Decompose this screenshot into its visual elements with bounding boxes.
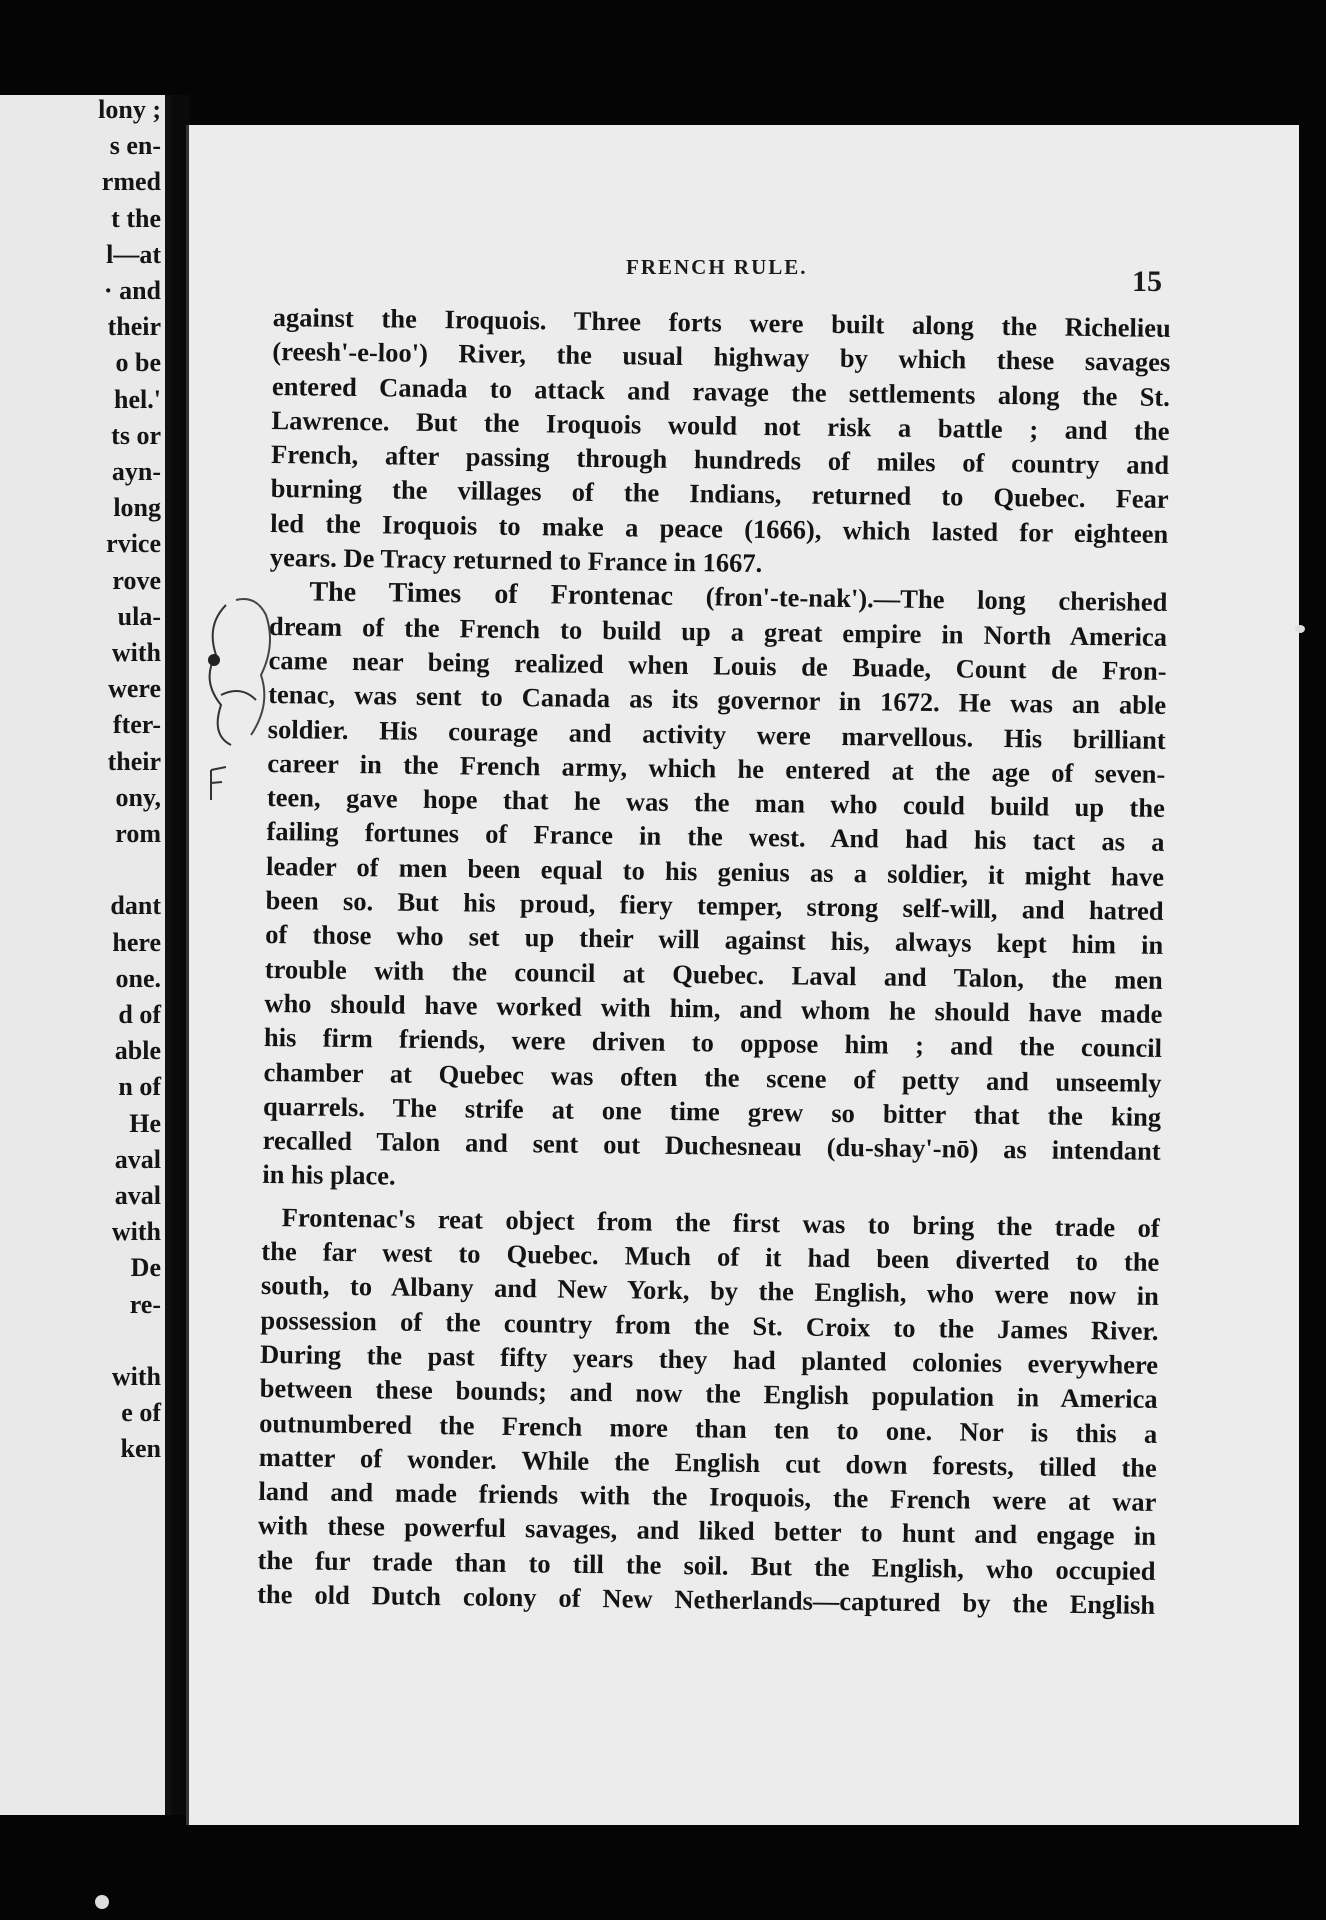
facing-page-line: with xyxy=(111,1217,161,1247)
text-line: been so. But his proud, fiery temper, strong self-will, and hatred xyxy=(265,885,1164,926)
facing-page-line: one. xyxy=(115,963,161,993)
facing-page-line: s en- xyxy=(109,131,161,161)
facing-page-line: rvice xyxy=(106,529,161,559)
facing-page-line: ony, xyxy=(115,782,161,812)
text-line: quarrels. The strife at one time grew so bitter that the king xyxy=(262,1090,1162,1132)
facing-page-line: ayn- xyxy=(111,457,161,486)
facing-page-line: rove xyxy=(112,565,161,595)
text-line: trouble with the council at Quebec. Laval and Talon, the men xyxy=(264,953,1163,995)
facing-page-line: here xyxy=(112,927,161,957)
section-pronunciation: (fron'-te-nak').—The long cherished xyxy=(672,581,1168,618)
page-speck xyxy=(1295,625,1305,633)
running-header: FRENCH RULE. xyxy=(626,255,808,279)
facing-page-line: dant xyxy=(110,891,161,921)
facing-page-line: · and xyxy=(103,276,161,305)
text-line: tenac, was sent to Canada as its governor in 1672. He was an able xyxy=(268,679,1167,721)
text-line: (reesh'-e-loo') River, the usual highway by which these savages xyxy=(272,336,1171,378)
facing-page-line: e of xyxy=(121,1398,161,1428)
text-line: dream of the French to build up a great empire in North America xyxy=(268,610,1168,652)
facing-page-line: were xyxy=(108,674,161,704)
page-number: 15 xyxy=(1132,265,1162,298)
facing-page-line: rmed xyxy=(101,167,161,197)
facing-page-line: ts or xyxy=(111,420,161,450)
facing-page-line: fter- xyxy=(112,710,161,740)
text-line: chamber at Quebec was often the scene of petty and unseemly xyxy=(263,1056,1162,1098)
text-line: career in the French army, which he entered at the age of seven- xyxy=(267,747,1166,789)
text-line: possession of the country from the St. Croix to the James River. xyxy=(260,1304,1159,1346)
text-line: years. De Tracy returned to France in 1667. xyxy=(269,542,763,579)
facing-page-line: their xyxy=(107,746,161,776)
facing-page-line: l—at xyxy=(106,239,161,269)
facing-page-line: He xyxy=(129,1108,161,1138)
facing-page-line: aval xyxy=(114,1181,161,1210)
text-line: Frontenac's reat object from the first was to bring the trade of xyxy=(281,1201,1160,1243)
text-line: against the Iroquois. Three forts were built along the Richelieu xyxy=(272,301,1171,343)
facing-page-line: lony ; xyxy=(98,95,161,124)
facing-page-line: De xyxy=(130,1253,161,1283)
text-line: who should have worked with him, and whom he should have made xyxy=(264,987,1163,1029)
facing-page-line: n of xyxy=(118,1072,161,1102)
facing-page-line: rom xyxy=(115,819,161,848)
text-line: outnumbered the French more than ten to one. Nor is this a xyxy=(259,1407,1158,1449)
page-speck xyxy=(95,1895,109,1909)
text-line: the old Dutch colony of New Netherlands—captured by the English xyxy=(257,1578,1156,1620)
text-line: of those who set up their will against his, always kept him in xyxy=(265,919,1164,961)
facing-page-line: ula- xyxy=(117,601,161,631)
text-line: Lawrence. But the Iroquois would not risk a battle ; and the xyxy=(271,404,1170,446)
facing-page-line: aval xyxy=(114,1144,161,1174)
text-line: led the Iroquois to make a peace (1666), which lasted for eighteen xyxy=(270,507,1169,549)
text-line: the far west to Quebec. Much of it had been diverted to the xyxy=(261,1235,1160,1277)
paragraph-1 xyxy=(270,300,1171,585)
marginal-sketch-doodle xyxy=(196,585,296,805)
text-line: with these powerful savages, and liked better to hunt and engage in xyxy=(257,1510,1157,1552)
text-line: failing fortunes of France in the west. And had his tact as a xyxy=(266,816,1165,858)
text-line: south, to Albany and New York, by the English, who were now in xyxy=(260,1270,1160,1312)
facing-page-line: t the xyxy=(111,203,161,233)
facing-page-line: ken xyxy=(120,1434,161,1464)
text-line: French, after passing through hundreds of miles of country and xyxy=(270,439,1170,481)
book-page xyxy=(186,125,1299,1825)
text-line: soldier. His courage and activity were marvellous. His brilliant xyxy=(267,713,1166,755)
text-line: leader of men been equal to his genius as a soldier, it might have xyxy=(265,850,1165,892)
facing-page-line: o be xyxy=(115,348,161,378)
text-line: in his place. xyxy=(262,1159,396,1191)
facing-page-fragment xyxy=(0,95,171,1815)
facing-page-line: with xyxy=(111,638,161,667)
paragraph-2 xyxy=(262,609,1167,1203)
facing-page-line: long xyxy=(113,493,161,523)
facing-page-line: d of xyxy=(118,1000,161,1029)
text-line: burning the villages of the Indians, returned to Quebec. Fear xyxy=(270,473,1169,515)
section-heading: The Times of Frontenac xyxy=(309,576,674,613)
text-line: came near being realized when Louis de Buade, Count de Fron- xyxy=(268,644,1167,686)
facing-page-line: re- xyxy=(129,1289,161,1319)
text-line: land and made friends with the Iroquois, the French were at war xyxy=(258,1476,1157,1517)
text-line: between these bounds; and now the English population in America xyxy=(259,1373,1158,1415)
paragraph-3 xyxy=(257,1200,1160,1623)
facing-page-line: able xyxy=(114,1036,161,1066)
text-line: entered Canada to attack and ravage the settlements along the St. xyxy=(271,370,1171,412)
facing-page-line: hel.' xyxy=(114,384,161,414)
page-body xyxy=(257,300,1171,1622)
text-line: the fur trade than to till the soil. But the English, who occupied xyxy=(257,1544,1156,1586)
facing-page-line: with xyxy=(111,1362,161,1391)
text-line: matter of wonder. While the English cut down forests, tilled the xyxy=(258,1441,1157,1483)
text-line: During the past fifty years they had planted colonies everywhere xyxy=(259,1338,1159,1380)
facing-page-line: their xyxy=(107,312,161,342)
text-line: his firm friends, were driven to oppose him ; and the council xyxy=(263,1022,1163,1064)
text-line: recalled Talon and sent out Duchesneau (du-shay'-nō) as intendant xyxy=(262,1125,1161,1167)
text-line: teen, gave hope that he was the man who could build up the xyxy=(266,782,1166,824)
